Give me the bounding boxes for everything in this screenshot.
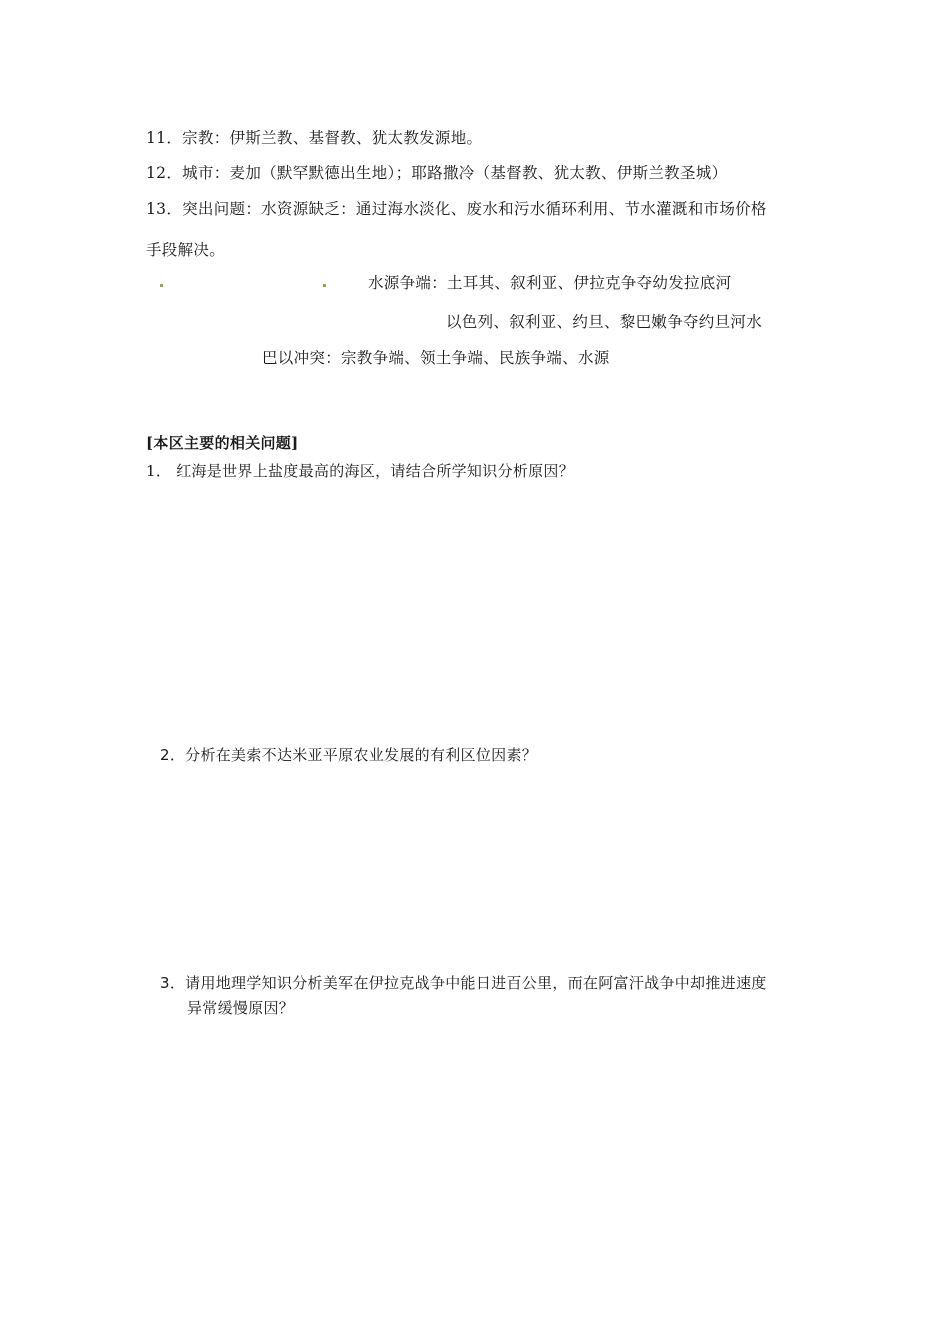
note-water-conflict-jordan: 以色列、叙利亚、约旦、黎巴嫩争夺约旦河水 (446, 313, 763, 331)
note-water-conflict-euphrates: 水源争端：土耳其、叙利亚、伊拉克争夺幼发拉底河 (368, 274, 732, 292)
note-israel-palestine-conflict: 巴以冲突：宗教争端、领土争端、民族争端、水源 (262, 349, 610, 367)
question-military-advance: 3．请用地理学知识分析美军在伊拉克战争中能日进百公里，而在阿富汗战争中却推进速度 (160, 974, 767, 992)
artifact-mark (160, 284, 163, 287)
question-mesopotamia-agriculture: 2．分析在美索不达米亚平原农业发展的有利区位因素？ (160, 746, 538, 764)
artifact-mark (323, 284, 326, 287)
note-religion: 11．宗教：伊斯兰教、基督教、犹太教发源地。 (146, 129, 483, 147)
questions-heading: [本区主要的相关问题] (146, 434, 299, 452)
question-red-sea-salinity: 1． 红海是世界上盐度最高的海区，请结合所学知识分析原因？ (146, 462, 575, 480)
question-military-advance-cont: 异常缓慢原因？ (187, 999, 295, 1017)
note-water-shortage-cont: 手段解决。 (146, 241, 226, 259)
note-water-shortage: 13．突出问题：水资源缺乏：通过海水淡化、废水和污水循环利用、节水灌溉和市场价格 (146, 200, 767, 218)
note-cities: 12．城市：麦加（默罕默德出生地）；耶路撒冷（基督教、犹太教、伊斯兰教圣城） (146, 164, 728, 182)
